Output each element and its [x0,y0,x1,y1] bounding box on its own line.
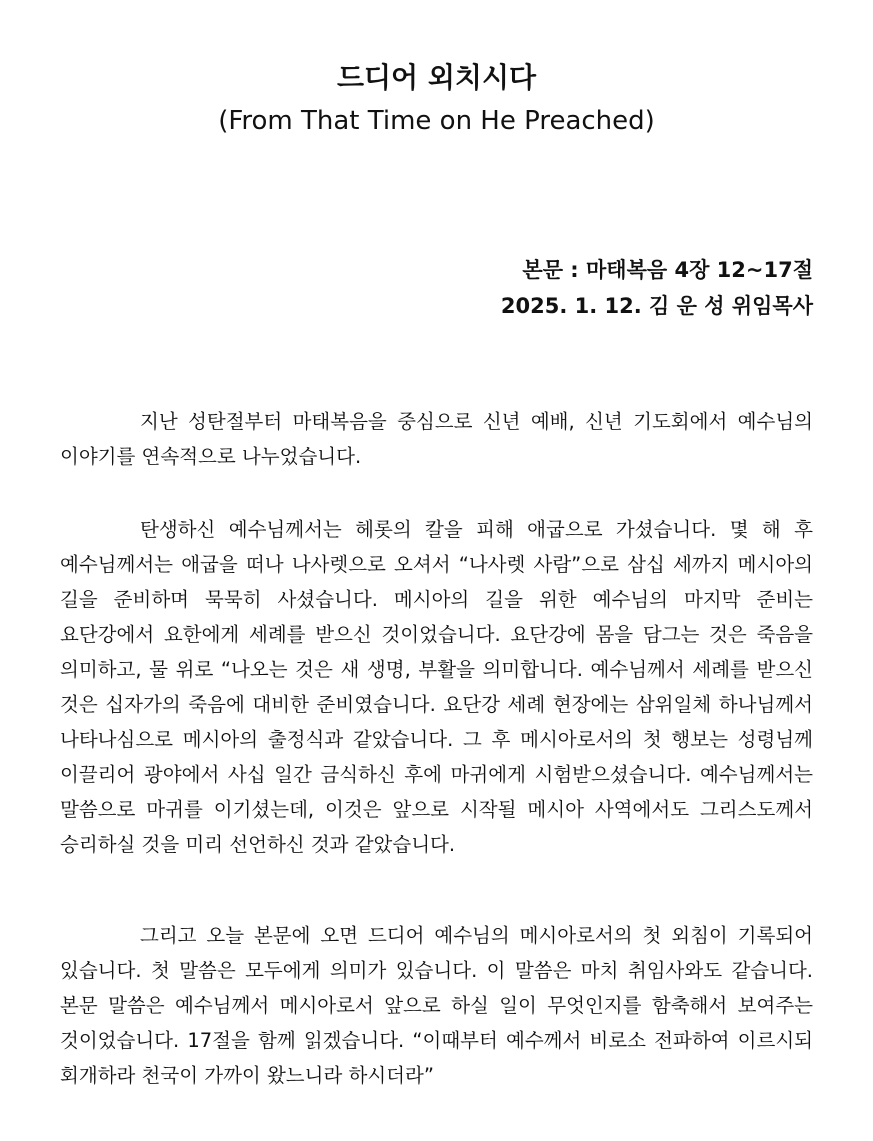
date-and-preacher: 2025. 1. 12. 김 운 성 위임목사 [500,294,813,318]
paragraph-3: 그리고 오늘 본문에 오면 드디어 예수님의 메시아로서의 첫 외침이 기록되어 있습니다. 첫 말씀은 모두에게 의미가 있습니다. 이 말씀은 마치 취임사와도 같습니다. 본문 말씀은 예수님께서 메시아로서 앞으로 하실 일이 무엇인지를 함축해서 보여주는 것이었습니다. 17절을 함께 읽겠습니다. “이때부터 예수께서 비로소 전파하여 이르시되 회개하라 천국이 가까이 왔느니라 하시더라” [60,924,813,1087]
paragraph-2: 탄생하신 예수님께서는 헤롯의 칼을 피해 애굽으로 가셨습니다. 몇 해 후 예수님께서는 애굽을 떠나 나사렛으로 오셔서 “나사렛 사람”으로 삼십 세까지 메시아의 길을 준비하며 묵묵히 사셨습니다. 메시아의 길을 위한 예수님의 마지막 준비는 요단강에서 요한에게 세례를 받으신 것이었습니다. 요단강에 몸을 담그는 것은 죽음을 의미하고, 물 위로 “나오는 것은 새 생명, 부활을 의미합니다. 예수님께서 세례를 받으신 것은 십자가의 죽음에 대비한 준비였습니다. 요단강 세례 현장에는 삼위일체 하나님께서 나타나심으로 메시아의 출정식과 같았습니다. 그 후 메시아로서의 첫 행보는 성령님께 이끌리어 광야에서 사십 일간 금식하신 후에 마귀에게 시험받으셨습니다. 예수님께서는 말씀으로 마귀를 이기셨는데, 이것은 앞으로 시작될 메시아 사역에서도 그리스도께서 승리하실 것을 미리 선언하신 것과 같았습니다. [60,518,813,856]
sermon-title: 드디어 외치시다 [336,61,537,94]
sermon-subtitle: (From That Time on He Preached) [218,106,655,136]
scripture-reference: 본문 : 마태복음 4장 12~17절 [522,258,813,282]
paragraph-1: 지난 성탄절부터 마태복음을 중심으로 신년 예배, 신년 기도회에서 예수님의 이야기를 연속적으로 나누었습니다. [60,410,813,468]
